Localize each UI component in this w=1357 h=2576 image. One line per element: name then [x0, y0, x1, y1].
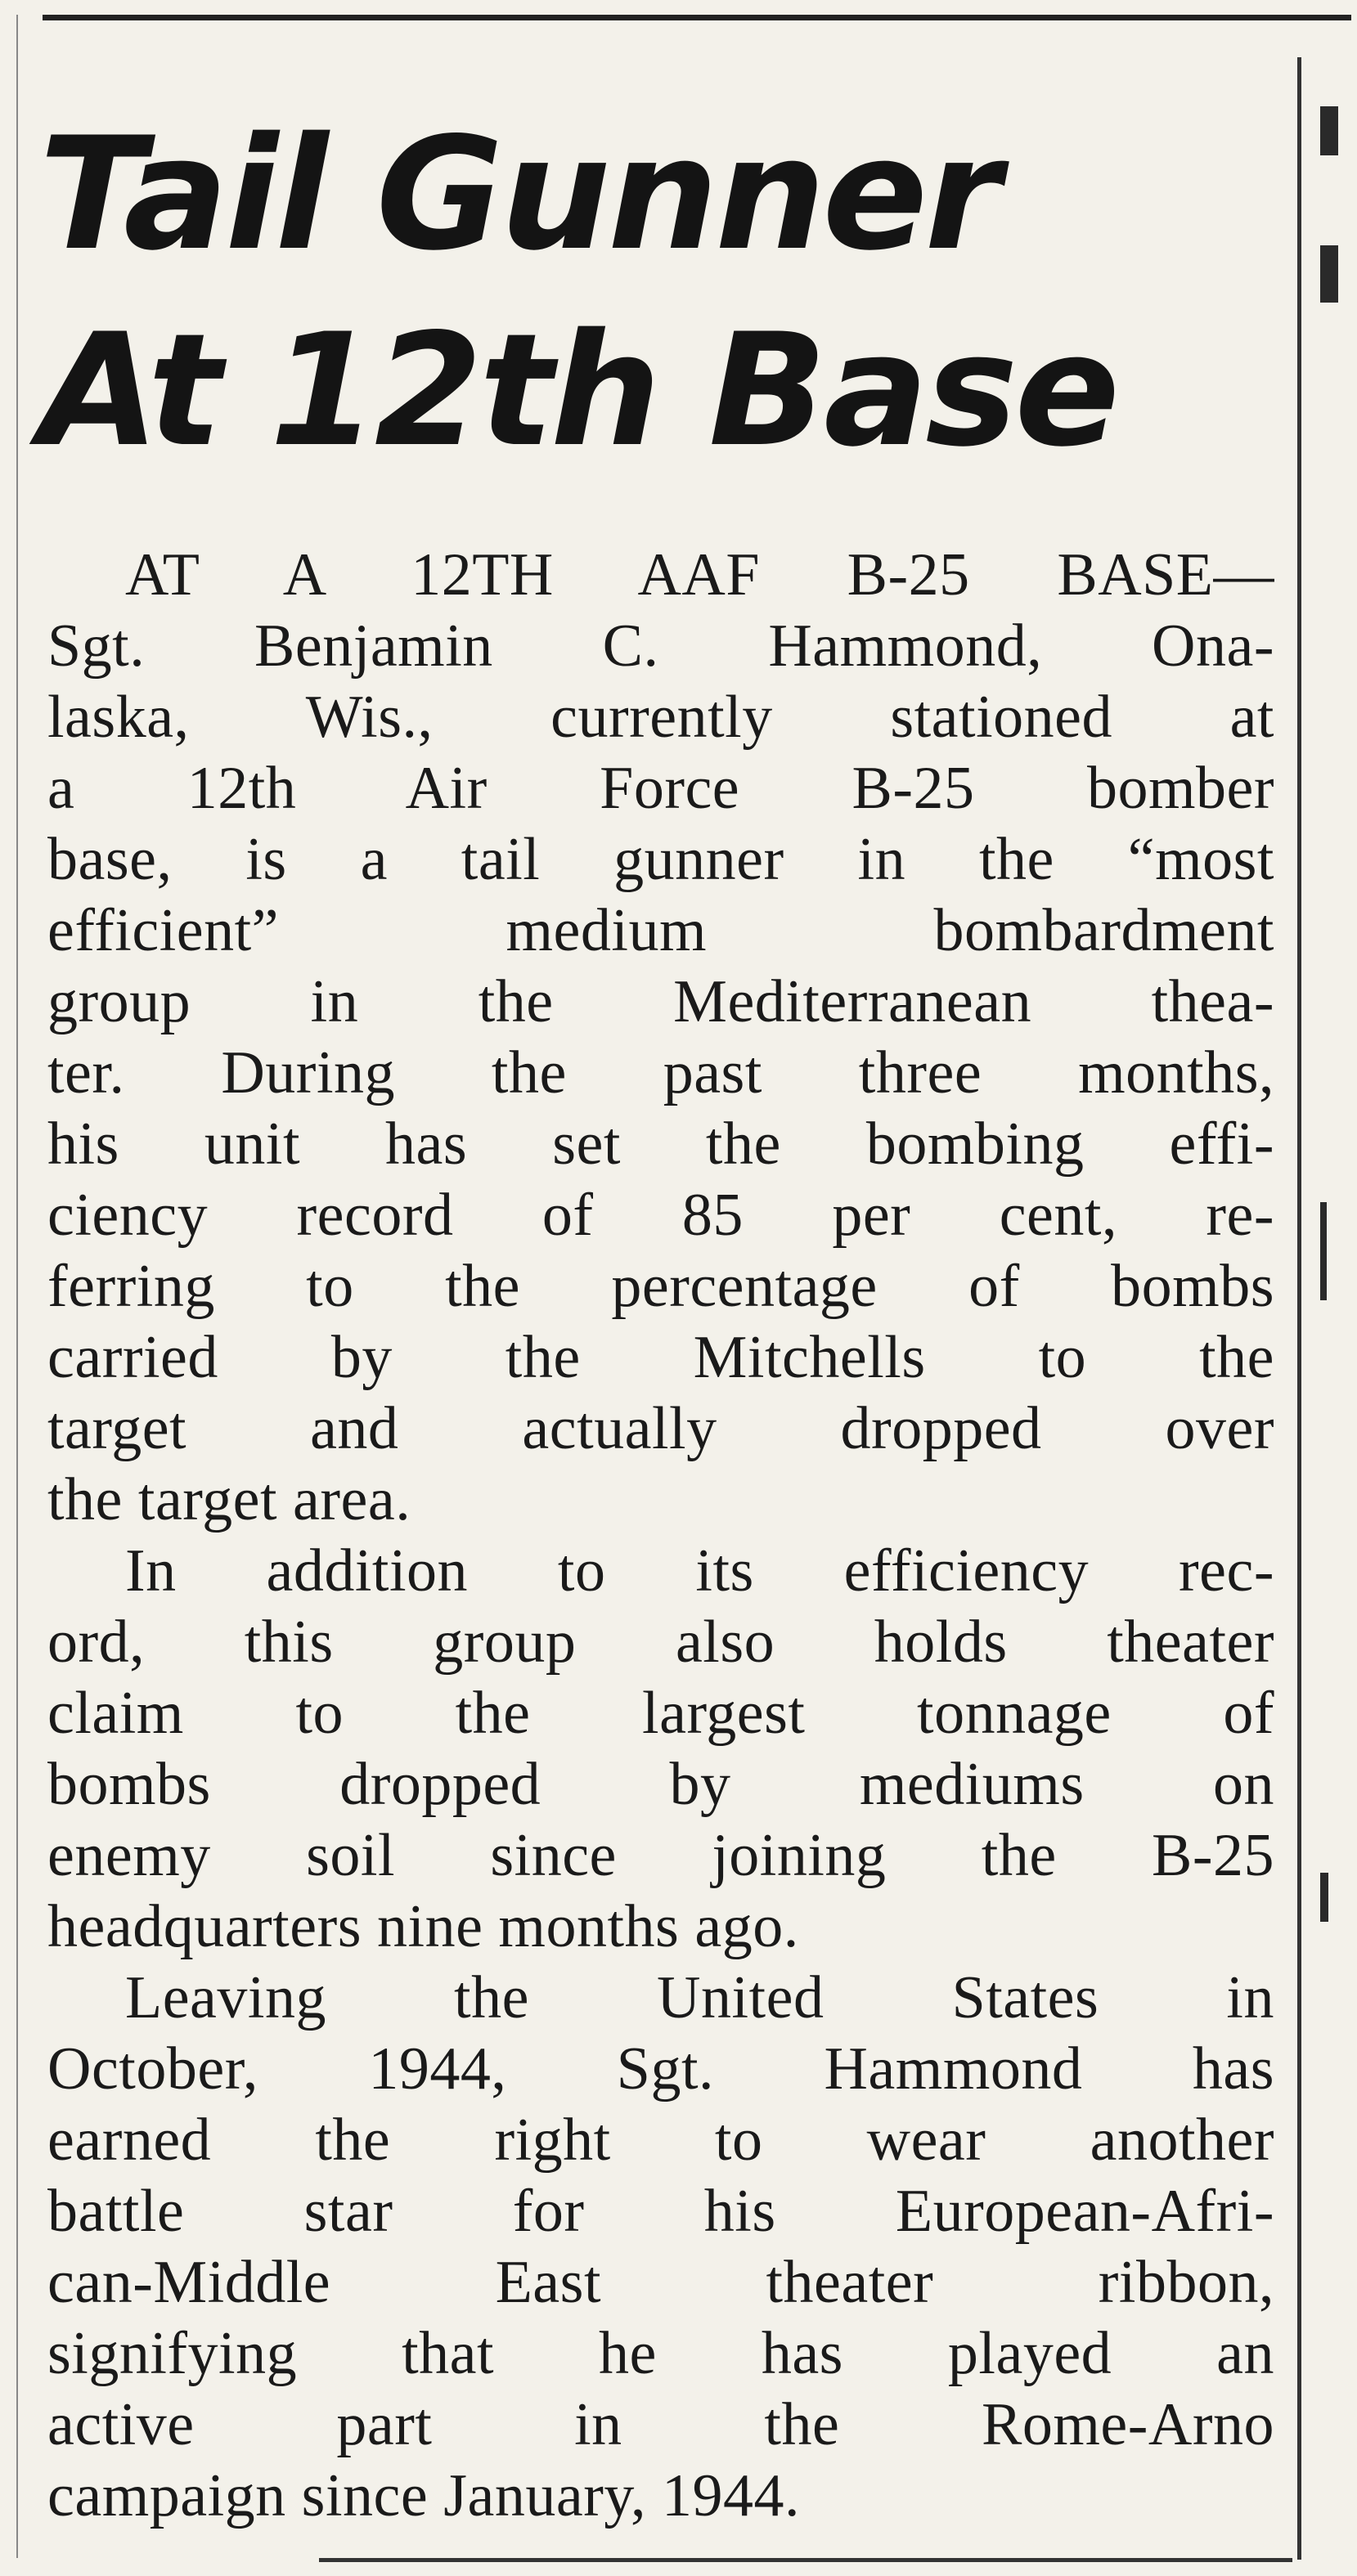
bottom-rule — [319, 2558, 1292, 2562]
adjacent-column-mark — [1320, 1873, 1328, 1922]
adjacent-column-mark — [1320, 245, 1338, 303]
paragraph-1-line: laska, Wis., currently stationed at — [47, 684, 1274, 751]
paragraph-3-line: Leaving the United States in — [125, 1964, 1274, 2031]
article-headline — [39, 96, 1266, 489]
left-rule — [16, 15, 18, 2558]
paragraph-2-line: headquarters nine months ago. — [47, 1893, 799, 1960]
paragraph-3-line: campaign since January, 1944. — [47, 2462, 801, 2529]
paragraph-1 — [47, 540, 1274, 1536]
paragraph-3-line: earned the right to wear another — [47, 2107, 1274, 2174]
paragraph-3-line: active part in the Rome-Arno — [47, 2391, 1274, 2458]
top-rule — [43, 15, 1351, 20]
paragraph-1-line: AT A 12TH AAF B-25 BASE— — [125, 541, 1274, 608]
paragraph-2 — [47, 1536, 1274, 1963]
adjacent-column-mark — [1320, 1202, 1327, 1300]
paragraph-1-line: base, is a tail gunner in the “most — [47, 826, 1274, 893]
paragraph-3-line: can-Middle East theater ribbon, — [47, 2249, 1274, 2316]
paragraph-1-line: a 12th Air Force B-25 bomber — [47, 755, 1274, 822]
paragraph-2-line: claim to the largest tonnage of — [47, 1680, 1274, 1747]
paragraph-1-line: ciency record of 85 per cent, re- — [47, 1182, 1274, 1249]
paragraph-1-line: his unit has set the bombing effi- — [47, 1111, 1274, 1178]
paragraph-1-line: the target area. — [47, 1466, 411, 1533]
paragraph-1-line: group in the Mediterranean thea- — [47, 968, 1274, 1035]
paragraph-1-line: ferring to the percentage of bombs — [47, 1253, 1274, 1320]
adjacent-column-mark — [1320, 106, 1338, 155]
paragraph-2-line: enemy soil since joining the B-25 — [47, 1822, 1274, 1889]
paragraph-3-line: October, 1944, Sgt. Hammond has — [47, 2035, 1274, 2103]
paragraph-3 — [47, 1963, 1274, 2532]
adjacent-column-fragment — [1309, 74, 1357, 2560]
headline-line-1: Tail Gunner — [39, 104, 998, 285]
paragraph-1-line: Sgt. Benjamin C. Hammond, Ona- — [47, 613, 1274, 680]
paragraph-3-line: signifying that he has played an — [47, 2320, 1274, 2387]
column-divider — [1297, 57, 1301, 2560]
headline-line-2: At 12th Base — [39, 300, 1117, 481]
paragraph-3-line: battle star for his European-Afri- — [47, 2178, 1274, 2245]
paragraph-1-line: carried by the Mitchells to the — [47, 1324, 1274, 1391]
paragraph-2-line: ord, this group also holds theater — [47, 1609, 1274, 1676]
paragraph-1-line: ter. During the past three months, — [47, 1039, 1274, 1106]
paragraph-1-line: target and actually dropped over — [47, 1395, 1274, 1462]
paragraph-1-line: efficient” medium bombardment — [47, 897, 1274, 964]
paragraph-2-line: In addition to its efficiency rec- — [125, 1537, 1274, 1604]
article-body — [47, 540, 1274, 2532]
paragraph-2-line: bombs dropped by mediums on — [47, 1751, 1274, 1818]
